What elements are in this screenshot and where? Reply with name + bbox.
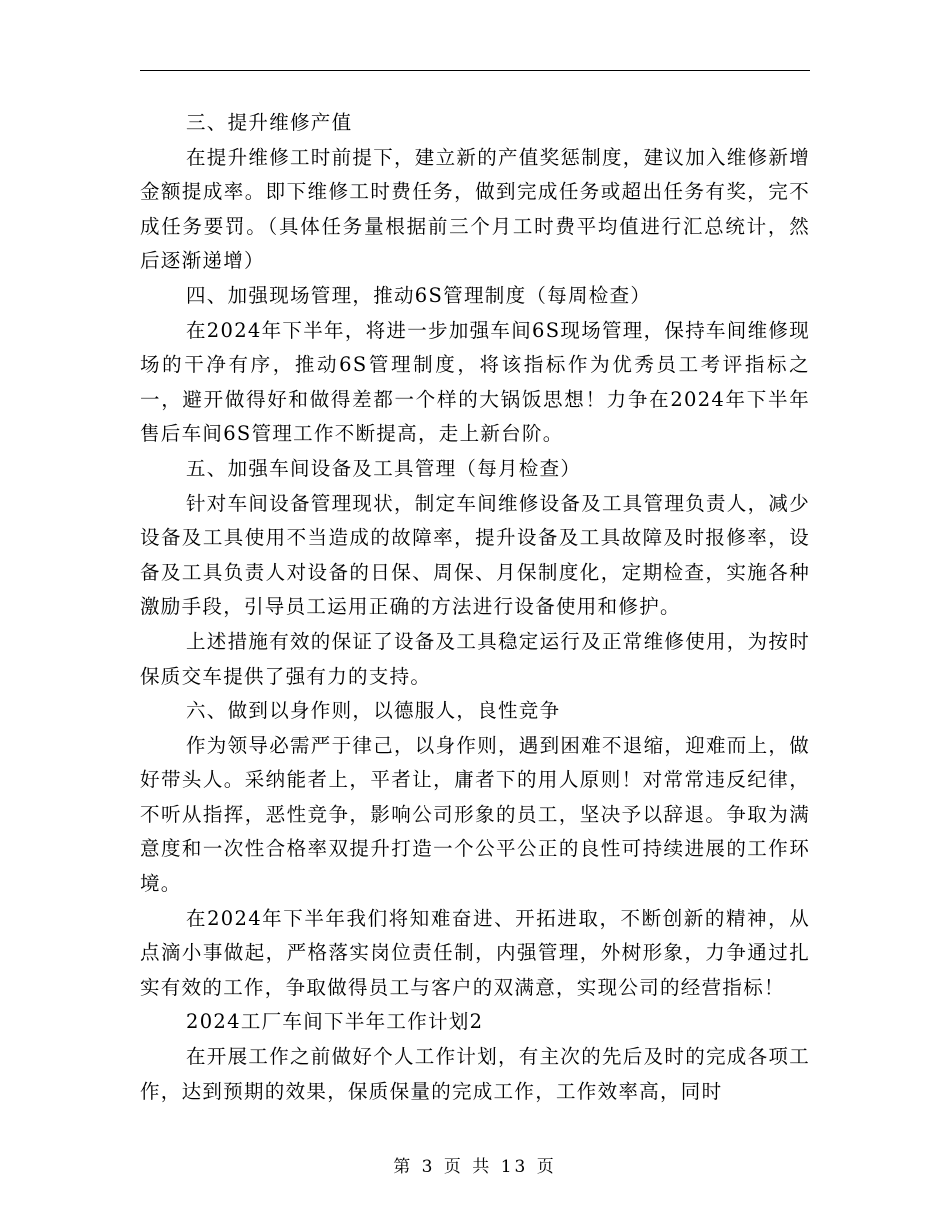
plan-title: 2024工厂车间下半年工作计划2 <box>186 1010 484 1034</box>
section-heading-3: 三、提升维修产值 <box>186 111 353 134</box>
page-footer: 第 3 页 共 13 页 <box>393 1157 557 1177</box>
section-heading-5: 五、加强车间设备及工具管理（每月检查） <box>186 456 582 480</box>
section-heading-6: 六、做到以身作则，以德服人，良性竞争 <box>186 699 561 723</box>
document-body <box>140 106 810 1109</box>
paragraph: 上述措施有效的保证了设备及工具稳定运行及正常维修使用，为按时保质交车提供了强有力的支持。 <box>140 629 811 688</box>
header-rule <box>140 70 810 71</box>
section-heading-4: 四、加强现场管理，推动6S管理制度（每周检查） <box>186 283 652 307</box>
paragraph: 在提升维修工时前提下，建立新的产值奖惩制度，建议加入维修新增金额提成率。即下维修工时费任务，做到完成任务或超出任务有奖，完不成任务要罚。（具体任务量根据前三个月工时费平均值进行汇总统计，然后逐渐递增） <box>140 145 811 273</box>
paragraph: 在2024年下半年，将进一步加强车间6S现场管理，保持车间维修现场的干净有序，推动6S管理制度，将该指标作为优秀员工考评指标之一，避开做得好和做得差都一个样的大锅饭思想！力争在2024年下半年售后车间6S管理工作不断提高，走上新台阶。 <box>140 318 810 446</box>
paragraph: 作为领导必需严于律己，以身作则，遇到困难不退缩，迎难而上，做好带头人。采纳能者上，平者让，庸者下的用人原则！对常常违反纪律，不听从指挥，恶性竞争，影响公司形象的员工，坚决予以辞退。争取为满意度和一次性合格率双提升打造一个公平公正的良性可持续进展的工作环境。 <box>140 733 811 896</box>
paragraph: 针对车间设备管理现状，制定车间维修设备及工具管理负责人，减少设备及工具使用不当造成的故障率，提升设备及工具故障及时报修率，设备及工具负责人对设备的日保、周保、月保制度化，定期检查，实施各种激励手段，引导员工运用正确的方法进行设备使用和修护。 <box>140 491 811 619</box>
paragraph: 在2024年下半年我们将知难奋进、开拓进取，不断创新的精神，从点滴小事做起，严格落实岗位责任制，内强管理，外树形象，力争通过扎实有效的工作，争取做得员工与客户的双满意，实现公司的经营指标！ <box>140 906 810 999</box>
paragraph: 在开展工作之前做好个人工作计划，有主次的先后及时的完成各项工作，达到预期的效果，保质保量的完成工作，工作效率高，同时 <box>140 1045 811 1103</box>
